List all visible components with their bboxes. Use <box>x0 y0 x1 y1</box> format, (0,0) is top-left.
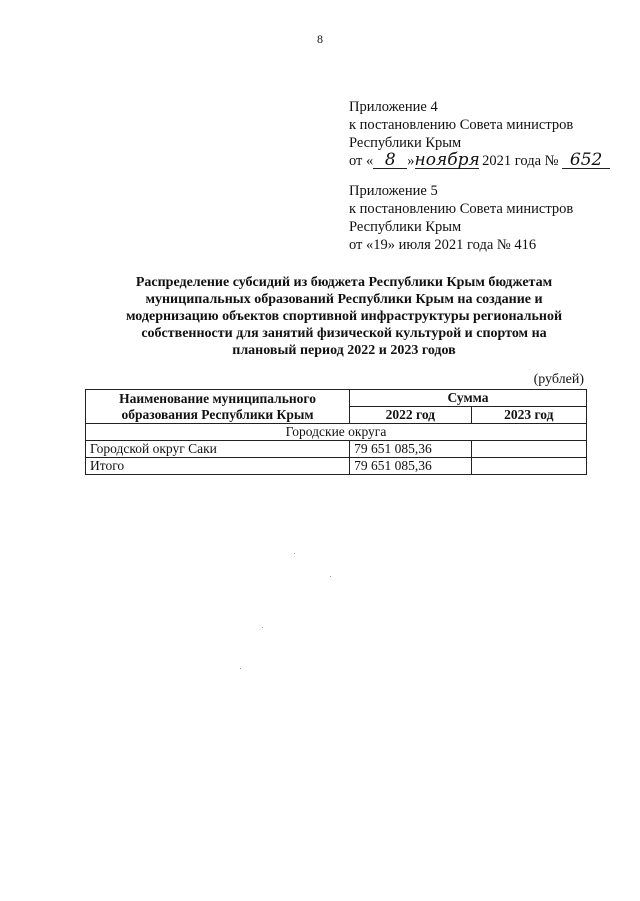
row-2022-value: 79 651 085,36 <box>350 441 472 458</box>
appendix-4-line3: Республики Крым <box>349 135 462 151</box>
title-line-1: Распределение субсидий из бюджета Республики Крым бюджетам <box>135 275 553 290</box>
section-row <box>86 424 587 441</box>
appendix-5-line4: от «19» июля 2021 года № 416 <box>349 237 537 253</box>
document-title <box>100 274 588 359</box>
title-line-3: модернизацию объектов спортивной инфраструктуры региональной <box>125 309 563 324</box>
header-sum: Сумма <box>350 390 587 407</box>
title-line-5: плановый период 2022 и 2023 годов <box>232 343 456 358</box>
appendix-4-date-prefix: от « <box>349 153 374 169</box>
appendix-4-date-suffix: 2021 года № <box>482 153 559 169</box>
units-label: (рублей) <box>533 372 584 387</box>
header-2022: 2022 год <box>350 407 472 424</box>
page-number: 8 <box>317 32 323 46</box>
handwritten-day: 8 <box>373 152 407 169</box>
table-row <box>86 441 587 458</box>
handwritten-number: 652 <box>562 152 610 169</box>
appendix-4-date-mid: » <box>407 153 415 169</box>
appendix-5-block <box>349 182 609 254</box>
scan-speck <box>294 553 295 554</box>
title-line-4: собственности для занятий физической культурой и спортом на <box>141 326 547 341</box>
appendix-4-title: Приложение 4 <box>349 99 438 115</box>
handwritten-month: ноября <box>414 150 480 170</box>
appendix-5-line2: к постановлению Совета министров <box>349 201 574 217</box>
header-2023: 2023 год <box>471 407 586 424</box>
scan-speck <box>330 576 331 577</box>
appendix-4-line2: к постановлению Совета министров <box>349 117 574 133</box>
title-line-2: муниципальных образований Республики Крым на создание и <box>145 292 543 307</box>
subsidy-table <box>85 389 587 475</box>
scan-speck <box>262 627 263 628</box>
row-name: Городской округ Саки <box>86 441 350 458</box>
scan-speck <box>240 668 241 669</box>
header-name-line-1: Наименование муниципального <box>119 390 316 406</box>
appendix-5-line3: Республики Крым <box>349 219 462 235</box>
table-row <box>86 458 587 475</box>
row-2022-value: 79 651 085,36 <box>350 458 472 475</box>
section-label: Городские округа <box>86 424 587 441</box>
row-2023-value <box>471 441 586 458</box>
header-municipality <box>86 390 350 424</box>
row-2023-value <box>471 458 586 475</box>
appendix-5-title: Приложение 5 <box>349 183 438 199</box>
row-name: Итого <box>86 458 350 475</box>
appendix-4-block <box>349 98 609 170</box>
appendix-4-date-line <box>349 152 609 170</box>
header-name-line-2: образования Республики Крым <box>121 406 314 422</box>
